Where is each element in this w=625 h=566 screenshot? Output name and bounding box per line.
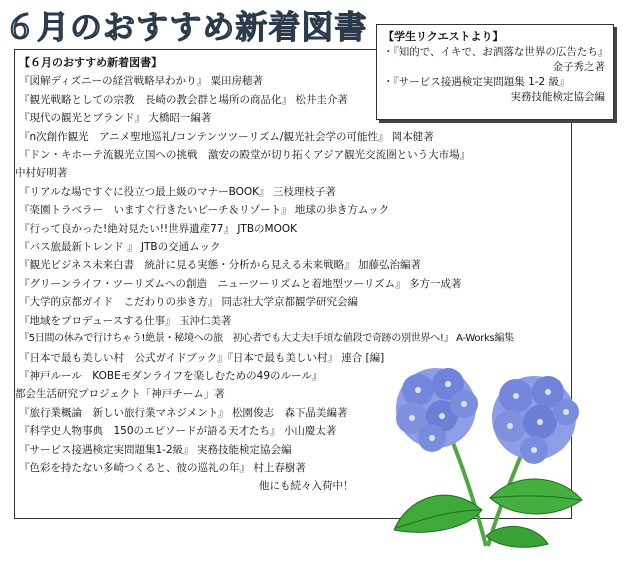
student-request-heading: 【学生リクエストより】	[383, 30, 504, 43]
book-line: 『サービス接遇検定実問題集1-2級』 実務技能検定協会編	[19, 443, 292, 456]
book-line: 『科学史人物事典 150のエピソードが語る天才たち』 小山慶太著	[19, 425, 337, 438]
book-line: 『5日間の休みで行けちゃう!絶景・秘境への旅 初心者でも大丈夫!手頃な値段で奇跡の別世界へ!』 A-Works編集	[19, 333, 514, 345]
book-line: 『行って良かった!絶対見たい!!世界遺産77』 JTBのMOOK	[19, 222, 298, 235]
book-line: 中村好明著	[15, 167, 68, 180]
book-line: 『日本で最も美しい村 公式ガイドブック』『日本で最も美しい村』 連合 [編]	[19, 351, 385, 364]
book-line: 『リアルな場ですぐに役立つ最上級のマナーBOOK』 三枝理枝子著	[19, 185, 336, 198]
book-line: 『グリーンライフ・ツーリズムへの創造 ニューツーリズムと着地型ツーリズム』 多方一成著	[19, 277, 462, 290]
request-title: ・『知的で、イキで、お洒落な世界の広告たち』	[383, 46, 609, 58]
request-author: 実務技能検定協会編	[510, 91, 605, 103]
book-line: 『旅行業概論 新しい旅行業マネジメント』 松園俊志 森下晶美編著	[19, 406, 348, 419]
request-title: ・『サービス接遇検定実問題集 1-2 級』	[383, 76, 570, 88]
book-line: 『観光ビジネス未来白書 統計に見る実態・分析から見える未来戦略』 加藤弘治編著	[19, 259, 422, 272]
book-line: 『色彩を持たない多崎つくると、彼の巡礼の年』 村上春樹著	[19, 461, 306, 474]
page-title: ６月のおすすめ新着図書	[4, 8, 368, 46]
book-line: 都会生活研究プロジェクト「神戸チーム」著	[15, 388, 225, 401]
book-line: 『観光戦略としての宗教 長崎の教会群と場所の商品化』 松井圭介著	[19, 93, 348, 106]
student-request-box	[376, 24, 614, 120]
book-line: 『n次創作観光 アニメ聖地巡礼/コンテンツツーリズム/観光社会学の可能性』 岡本健著	[19, 130, 434, 143]
book-line: 『神戸ルール KOBEモダンライフを楽しむための49のルール』	[19, 369, 323, 382]
request-author: 金子秀之著	[552, 61, 605, 73]
book-line: 『現代の観光とブランド』 大橋昭一編著	[19, 112, 212, 125]
book-line: 『ドン・キホーテ流観光立国への挑戦 激安の殿堂が切り拓くアジア観光交流圏という大市場』	[19, 149, 471, 162]
hydrangea-illustration	[386, 360, 586, 550]
book-line: 『バス旅最新トレンド 』 JTBの交通ムック	[19, 241, 221, 254]
new-books-heading: 【６月のおすすめ新着図書】	[19, 56, 163, 69]
book-line: 『大学的京都ガイド こだわりの歩き方』 同志社大学京都観学研究会編	[19, 296, 359, 309]
book-line: 『地域をプロデュースする仕事』 玉沖仁美著	[19, 314, 232, 327]
book-line: 『楽園トラベラー いますぐ行きたいビーチ＆リゾート』 地球の歩き方ムック	[19, 204, 390, 217]
book-line: 『図解ディズニーの経営戦略早わかり』 粟田房穂著	[19, 75, 263, 88]
closing-note: 他にも続々入荷中！	[259, 480, 354, 493]
